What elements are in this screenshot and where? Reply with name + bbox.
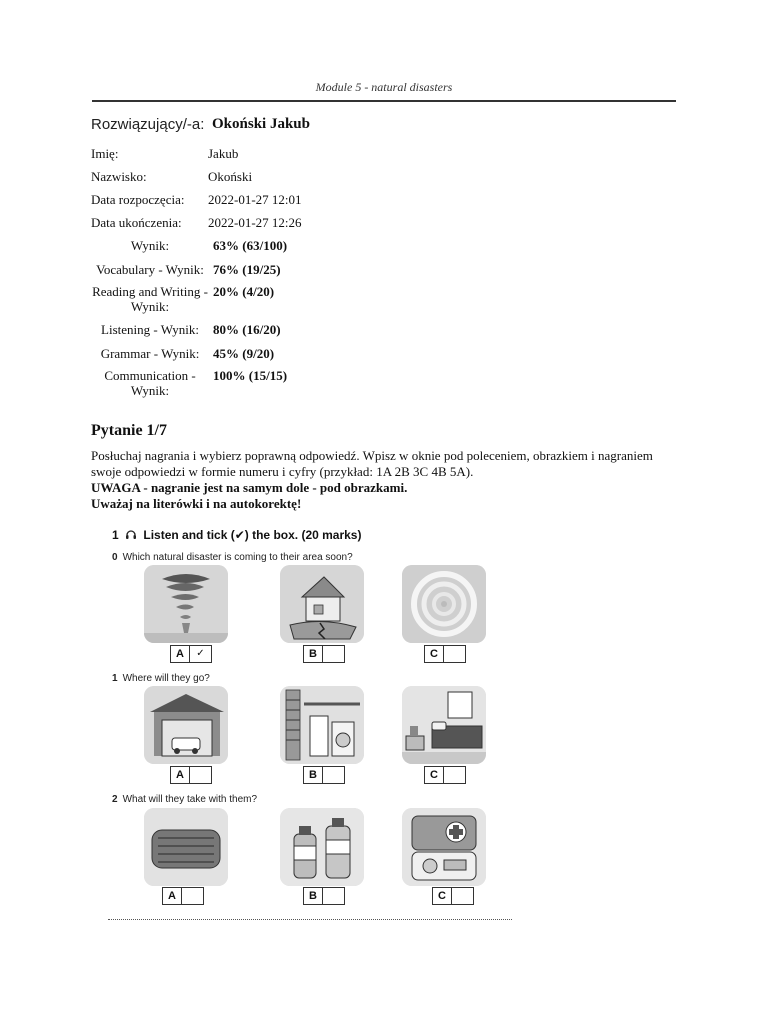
answer-box-0-b[interactable] [303,645,345,663]
blanket-image [144,808,228,886]
tornado-image [144,565,228,643]
dotted-divider [108,919,512,920]
option-letter: C [425,767,444,783]
score-value: 45% (9/20) [213,346,275,361]
answer-box-2-a[interactable] [162,887,204,905]
option-tick [324,646,343,662]
option-letter: B [304,767,323,783]
info-key: Data rozpoczęcia: [91,192,185,207]
score-key: Vocabulary - Wynik: [96,262,204,277]
score-key: Listening - Wynik: [101,322,199,337]
score-value: 20% (4/20) [213,284,275,299]
answer-box-1-a[interactable] [170,766,212,784]
option-letter: C [425,646,444,662]
option-tick [445,767,464,783]
headphones-icon [125,528,137,540]
answer-box-2-b[interactable] [303,887,345,905]
module-title: Module 5 - natural disasters [315,80,453,94]
check-icon: ✓ [196,648,205,659]
answer-box-0-c[interactable] [424,645,466,663]
option-letter: A [171,646,190,662]
instruction-text: Posłuchaj nagrania i wybierz poprawną odpowiedź. Wpisz w oknie pod poleceniem, obrazkiem i nagraniem swoje odpowiedzi w formie numeru i cyfry (przykład: 1A 2B 3C 4B 5A). [91,448,653,479]
option-letter: B [304,646,323,662]
question-text: What will they take with them? [122,794,258,805]
garage-image [144,686,228,764]
warning-recording: UWAGA - nagranie jest na samym dole - pod obrazkami. [91,480,408,495]
question-number: 2 [112,794,118,805]
exercise-question-0 [112,552,353,563]
exercise-number: 1 [112,528,119,542]
question-title: Pytanie 1/7 [91,422,167,439]
option-tick [183,888,202,904]
info-value: 2022-01-27 12:01 [208,192,302,207]
answer-box-2-c[interactable] [432,887,474,905]
bedroom-image [402,686,486,764]
info-key: Imię: [91,146,119,161]
exercise-heading [112,528,361,542]
score-key: Reading and Writing - Wynik: [92,284,208,314]
question-text: Where will they go? [122,673,210,684]
info-key: Data ukończenia: [91,215,182,230]
basement-image [280,686,364,764]
score-value: 100% (15/15) [213,368,288,383]
answer-box-0-a[interactable] [170,645,212,663]
option-letter: B [304,888,323,904]
exercise-question-2 [112,794,257,805]
warning-typos: Uważaj na literówki i na autokorektę! [91,496,302,511]
answer-box-1-c[interactable] [424,766,466,784]
first-aid-kit-image [402,808,486,886]
solver-name: Okoński Jakub [212,116,310,132]
exercise-question-1 [112,673,210,684]
question-number: 0 [112,552,118,563]
score-value: 80% (16/20) [213,322,281,337]
option-tick [324,888,343,904]
info-key: Nazwisko: [91,169,147,184]
info-value: Okoński [208,169,253,184]
score-key: Grammar - Wynik: [100,346,200,361]
option-letter: A [163,888,182,904]
solver-label: Rozwiązujący/-a: [91,116,205,133]
info-value: Jakub [208,146,239,161]
water-bottles-image [280,808,364,886]
option-tick [191,767,210,783]
earthquake-house-image [280,565,364,643]
option-letter: A [171,767,190,783]
score-value: 76% (19/25) [213,262,281,277]
info-value: 2022-01-27 12:26 [208,215,302,230]
exercise-title: Listen and tick (✔) the box. (20 marks) [143,528,362,542]
question-number: 1 [112,673,118,684]
question-text: Which natural disaster is coming to their area soon? [122,552,353,563]
score-key: Communication - Wynik: [104,368,196,398]
score-key: Wynik: [130,238,170,253]
hurricane-image [402,565,486,643]
answer-box-1-b[interactable] [303,766,345,784]
option-tick [445,646,464,662]
score-value: 63% (63/100) [213,238,288,253]
option-letter: C [433,888,452,904]
option-tick [324,767,343,783]
option-tick [453,888,472,904]
